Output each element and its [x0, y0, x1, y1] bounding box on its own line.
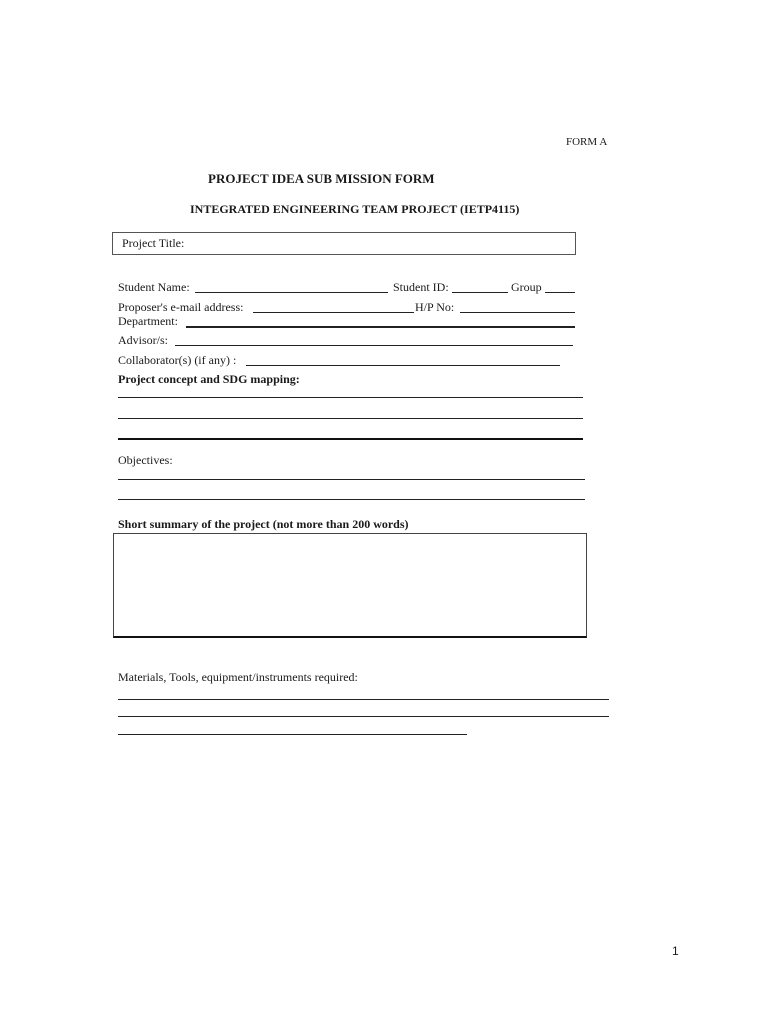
- concept-line-1[interactable]: [118, 397, 583, 398]
- materials-line-2[interactable]: [118, 716, 609, 717]
- student-id-label: Student ID:: [393, 280, 449, 294]
- advisors-label: Advisor/s:: [118, 333, 169, 347]
- project-title-field[interactable]: [112, 232, 576, 255]
- materials-line-1[interactable]: [118, 699, 609, 700]
- department-field[interactable]: [186, 326, 575, 328]
- email-field[interactable]: [253, 312, 414, 313]
- form-code: FORM A: [566, 136, 608, 148]
- project-title-label: Project Title:: [122, 236, 185, 250]
- group-label: Group: [511, 280, 542, 294]
- student-name-field[interactable]: [195, 292, 388, 293]
- page-number: 1: [672, 944, 679, 958]
- concept-line-3[interactable]: [118, 438, 583, 440]
- collaborators-label: Collaborator(s) (if any) :: [118, 353, 237, 367]
- form-subtitle: INTEGRATED ENGINEERING TEAM PROJECT (IETP4115): [190, 202, 520, 216]
- department-label: Department:: [118, 314, 178, 328]
- concept-label: Project concept and SDG mapping:: [118, 372, 300, 386]
- collaborators-field[interactable]: [246, 365, 560, 366]
- summary-label: Short summary of the project (not more than 200 words): [118, 517, 409, 531]
- email-label: Proposer's e-mail address:: [118, 300, 244, 314]
- objectives-label: Objectives:: [118, 453, 173, 467]
- group-field[interactable]: [545, 292, 575, 293]
- materials-label: Materials, Tools, equipment/instruments required:: [118, 670, 358, 684]
- advisors-field[interactable]: [175, 345, 573, 346]
- student-id-field[interactable]: [452, 292, 508, 293]
- form-title: PROJECT IDEA SUB MISSION FORM: [208, 171, 435, 186]
- summary-textbox[interactable]: [113, 533, 587, 638]
- objectives-line-2[interactable]: [118, 499, 585, 500]
- hp-no-field[interactable]: [460, 312, 575, 313]
- hp-no-label: H/P No:: [415, 300, 455, 314]
- concept-line-2[interactable]: [118, 418, 583, 419]
- student-name-label: Student Name:: [118, 280, 190, 294]
- materials-line-3[interactable]: [118, 734, 467, 735]
- objectives-line-1[interactable]: [118, 479, 585, 480]
